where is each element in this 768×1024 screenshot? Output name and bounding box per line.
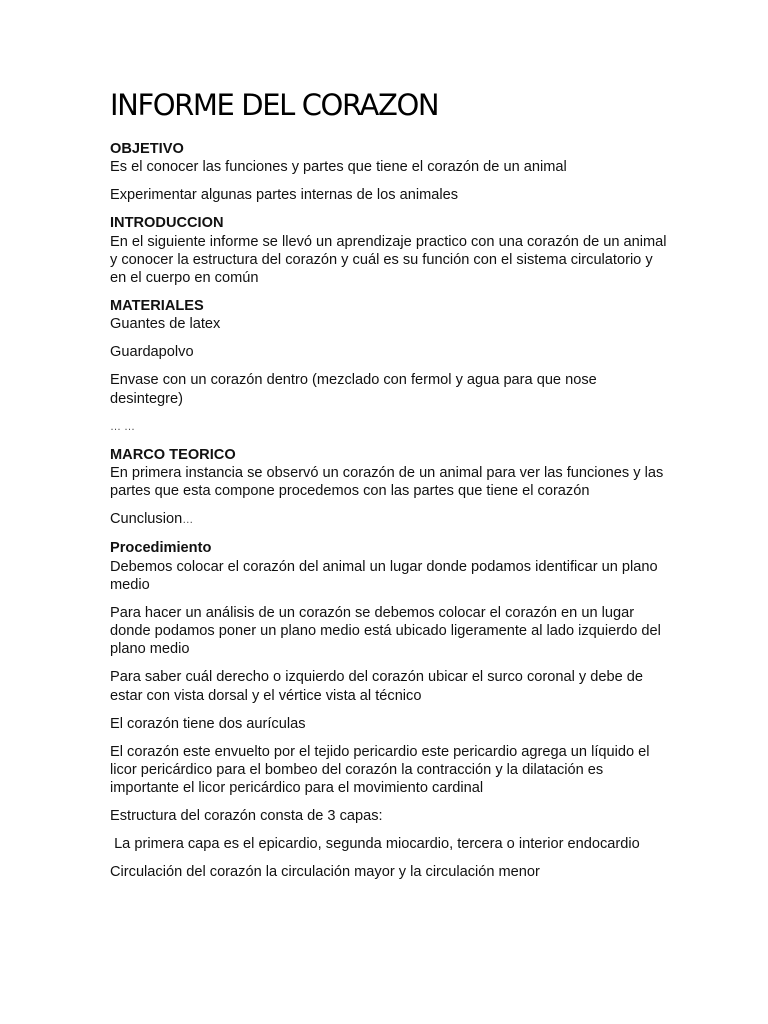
materiales-item-2: Guardapolvo bbox=[110, 344, 194, 361]
document-body bbox=[110, 140, 670, 891]
marco-text: En primera instancia se observó un corazón de un animal para ver las funciones y las partes que esta compone procedemos con las partes que tiene el corazón bbox=[110, 464, 664, 500]
section-objetivo bbox=[110, 140, 670, 177]
procedimiento-p5: El corazón este envuelto por el tejido pericardio este pericardio agrega un líquido el licor pericárdico para el bombeo del corazón la contracción y la dilatación es importante el licor pericárdico para el movimiento cardinal bbox=[110, 743, 650, 797]
procedimiento-p7: La primera capa es el epicardio, segunda miocardio, tercera o interior endocardio bbox=[110, 836, 640, 853]
procedimiento-p4: El corazón tiene dos aurículas bbox=[110, 715, 306, 732]
introduccion-heading: INTRODUCCION bbox=[110, 215, 224, 232]
procedimiento-p2: Para hacer un análisis de un corazón se debemos colocar el corazón en un lugar donde podamos poner un plano medio está ubicado ligeramente al lado izquierdo del plano medio bbox=[110, 604, 661, 658]
objetivo-line-1: Es el conocer las funciones y partes que tiene el corazón de un animal bbox=[110, 159, 567, 176]
materiales-ellipsis: … … bbox=[110, 420, 136, 433]
conclusion-text: Cunclusion bbox=[110, 511, 183, 528]
introduccion-text: En el siguiente informe se llevó un aprendizaje practico con una corazón de un animal y conocer la estructura del corazón y cuál es su función con el sistema circulatorio y en el cuerpo en común bbox=[110, 233, 667, 287]
conclusion-line bbox=[110, 510, 670, 529]
procedimiento-p3: Para saber cuál derecho o izquierdo del corazón ubicar el surco coronal y debe de estar con vista dorsal y el vértice vista al técnico bbox=[110, 669, 643, 704]
objetivo-heading: OBJETIVO bbox=[110, 141, 184, 157]
procedimiento-heading: Procedimiento bbox=[110, 540, 212, 557]
materiales-item-1: Guantes de latex bbox=[110, 316, 221, 333]
materiales-heading: MATERIALES bbox=[110, 298, 204, 315]
section-marco-teorico bbox=[110, 446, 670, 501]
conclusion-ellipsis: … bbox=[182, 514, 194, 527]
section-materiales bbox=[110, 297, 670, 334]
marco-heading: MARCO TEORICO bbox=[110, 446, 236, 463]
materiales-item-3: Envase con un corazón dentro (mezclado con fermol y agua para que nose desintegre) bbox=[110, 372, 597, 407]
procedimiento-p1: Debemos colocar el corazón del animal un lugar donde podamos identificar un plano medio bbox=[110, 558, 658, 593]
document-title: INFORME DEL CORAZON bbox=[110, 88, 439, 122]
objetivo-line-2: Experimentar algunas partes internas de los animales bbox=[110, 187, 459, 204]
section-introduccion bbox=[110, 214, 670, 287]
section-procedimiento bbox=[110, 539, 670, 594]
procedimiento-p6: Estructura del corazón consta de 3 capas: bbox=[110, 808, 383, 825]
procedimiento-p8: Circulación del corazón la circulación mayor y la circulación menor bbox=[110, 864, 540, 881]
